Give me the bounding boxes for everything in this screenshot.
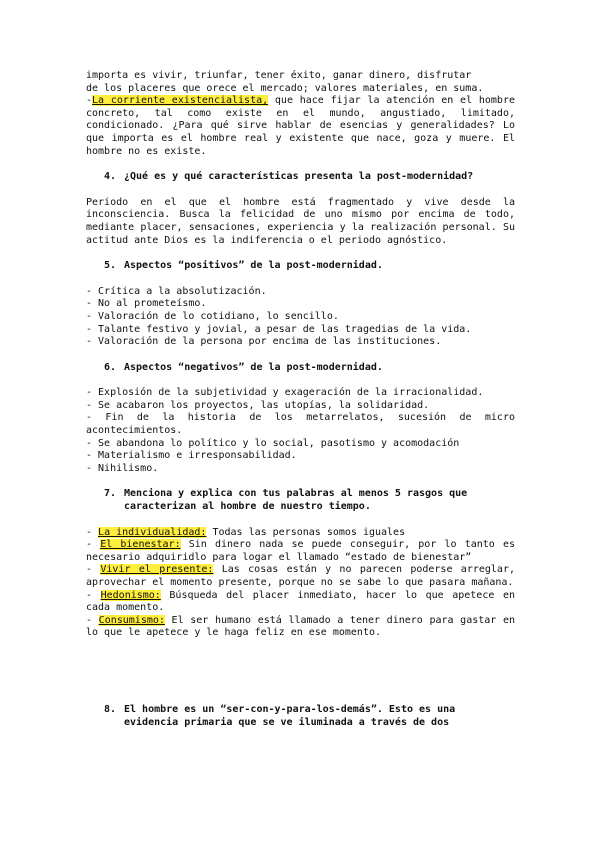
- list-item: [86, 527, 515, 540]
- positive-aspects-list: [86, 286, 515, 349]
- trait-text: Las cosas están y no parecen poderse arreglar, aprovechar el momento presente, porque no se sabe lo que pasara mañana.: [86, 564, 515, 588]
- list-item: [86, 564, 515, 589]
- list-item: - No al prometeísmo.: [86, 298, 207, 310]
- question-7-title-line-2: caracterizan al hombre de nuestro tiempo.: [124, 501, 371, 513]
- question-4-answer: Periodo en el que el hombre está fragmentado y vive desde la inconsciencia. Busca la felicidad de uno mismo por encima de todo, mediante placer, sensaciones, experiencia y la realización personal. Su actitud ante Dios es la indiferencia o el periodo agnóstico.: [86, 196, 515, 246]
- question-5-heading: [86, 260, 515, 273]
- question-6-heading: [86, 362, 515, 375]
- existential-highlight: La corriente existencialista,: [92, 95, 269, 107]
- question-4-title: ¿Qué es y qué características presenta la post-modernidad?: [124, 171, 474, 183]
- dash: -: [86, 614, 99, 626]
- trait-term: La individualidad:: [98, 526, 207, 538]
- trait-term: Vivir el presente:: [100, 564, 214, 576]
- question-5-number: 5.: [104, 260, 117, 272]
- question-8-title-line-2: evidencia primaria que se ve iluminada a través de dos: [124, 716, 450, 728]
- dash: -: [86, 564, 101, 576]
- dash: -: [86, 589, 101, 601]
- question-8-heading: [86, 704, 515, 729]
- trait-term: El bienestar:: [100, 539, 181, 551]
- question-4-number: 4.: [104, 171, 117, 183]
- intro-line-2: de los placeres que orece el mercado; valores materiales, en suma.: [86, 82, 484, 94]
- trait-term: Hedonismo:: [100, 589, 161, 601]
- list-item: - Talante festivo y jovial, a pesar de las tragedias de la vida.: [86, 323, 472, 335]
- list-item: - Valoración de lo cotidiano, lo sencillo.: [86, 310, 339, 322]
- list-item: - Se abandona lo político y lo social, pasotismo y acomodación: [86, 437, 460, 449]
- trait-text: Sin dinero nada se puede conseguir, por lo tanto es necesario adquiridlo para logar el llamado “estado de bienestar”: [86, 539, 515, 563]
- list-item: - Crítica a la absolutización.: [86, 285, 267, 297]
- intro-line-1: importa es vivir, triunfar, tener éxito, ganar dinero, disfrutar: [86, 70, 472, 81]
- existential-text: que hace fijar la atención en el hombre concreto, tal como existe en el mundo, angustiado, limitado, condicionado. ¿Para qué sirve hablar de esencias y generalidades? Lo que importa es el hombre real y existente que nace, goza y muere. El hombre no es existe.: [86, 95, 515, 157]
- dash: -: [86, 539, 101, 551]
- intro-paragraph: [86, 70, 515, 158]
- list-item: [86, 539, 515, 564]
- dash: -: [86, 526, 99, 538]
- list-item: - Valoración de la persona por encima de las instituciones.: [86, 336, 442, 348]
- trait-text: El ser humano está llamado a tener dinero para gastar en lo que le apetece y le haga feliz en ese momento.: [86, 614, 515, 639]
- question-5-title: Aspectos “positivos” de la post-modernidad.: [124, 260, 383, 272]
- list-item: - Fin de la historia de los metarrelatos, sucesión de micro acontecimientos.: [86, 412, 515, 437]
- traits-list: [86, 527, 515, 640]
- question-7-number: 7.: [104, 488, 117, 500]
- list-item: - Explosión de la subjetividad y exageración de la irracionalidad.: [86, 387, 484, 399]
- trait-text: Todas las personas somos iguales: [206, 526, 406, 538]
- trait-term: Consumismo:: [98, 614, 165, 626]
- question-8-title-line-1: El hombre es un “ser-con-y-para-los-demás”. Esto es una: [124, 703, 456, 715]
- existential-dash: -: [86, 95, 93, 107]
- list-item: [86, 615, 515, 640]
- question-4-heading: [86, 171, 515, 184]
- trait-text: Búsqueda del placer inmediato, hacer lo que apetece en cada momento.: [86, 589, 515, 614]
- question-7-heading: [86, 488, 515, 513]
- question-6-number: 6.: [104, 361, 117, 373]
- question-8-number: 8.: [104, 703, 117, 715]
- list-item: [86, 590, 515, 615]
- list-item: - Se acabaron los proyectos, las utopías, la solidaridad.: [86, 399, 430, 411]
- negative-aspects-list: [86, 387, 515, 475]
- question-6-title: Aspectos “negativos” de la post-modernidad.: [124, 361, 383, 373]
- list-item: - Materialismo e irresponsabilidad.: [86, 450, 297, 462]
- question-7-title-line-1: Menciona y explica con tus palabras al menos 5 rasgos que: [124, 488, 468, 500]
- list-item: - Nihilismo.: [86, 462, 159, 474]
